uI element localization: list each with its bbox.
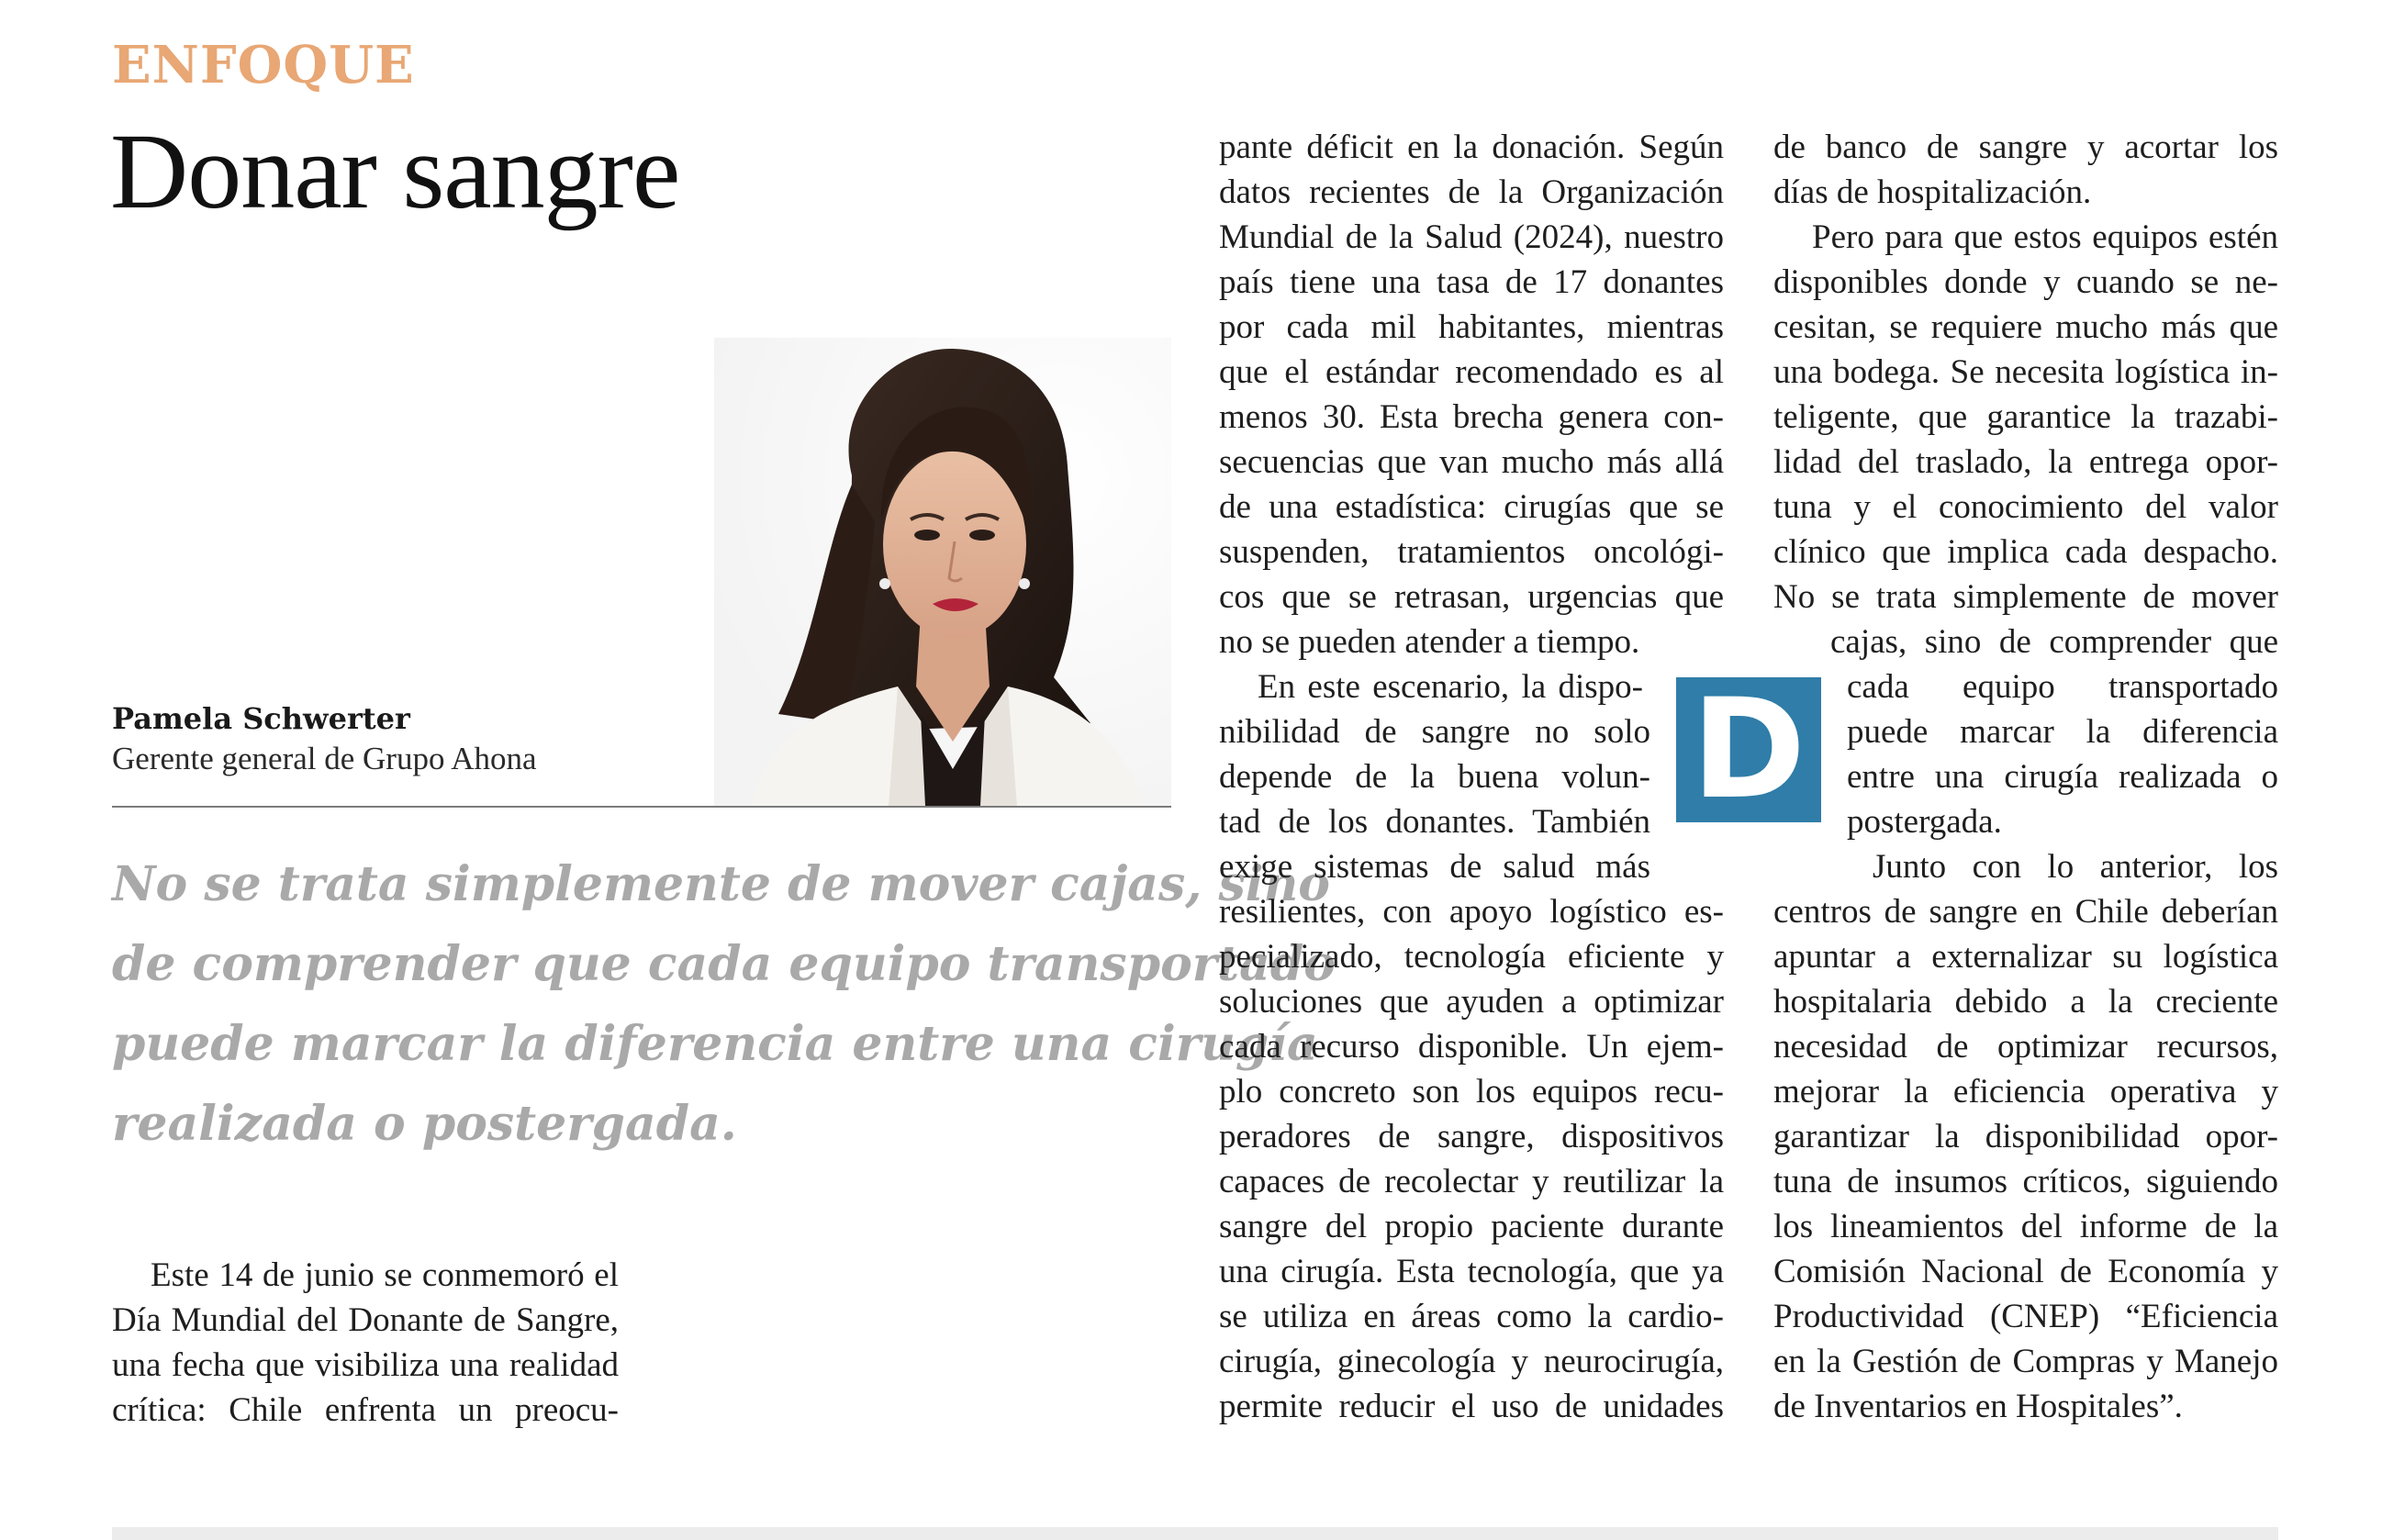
text-line: una fecha que visibiliza una realidad [112,1346,619,1384]
text-line: exige sistemas de salud más [1219,848,1650,886]
text-line: suspenden, tratamientos oncológi- [1219,533,1724,571]
pull-quote-line: realizada o postergada. [112,1096,737,1152]
text-line: peradores de sangre, dispositivos [1219,1118,1724,1155]
drop-cap: D [1676,677,1821,822]
text-line: hospitalaria debido a la creciente [1773,983,2278,1021]
text-line: crítica: Chile enfrenta un preocu- [112,1391,619,1429]
pull-quote-line: No se trata simplemente de mover cajas, sino [112,856,1330,912]
text-line: de una estadística: cirugías que se [1219,488,1724,526]
text-line: postergada. [1847,803,2002,841]
text-line: garantizar la disponibilidad opor- [1773,1118,2278,1155]
text-line: tad de los donantes. También [1219,803,1650,841]
text-line: cesitan, se requiere mucho más que [1773,308,2278,346]
text-line: por cada mil habitantes, mientras [1219,308,1724,346]
article-title: Donar sangre [110,111,680,231]
text-line: pante déficit en la donación. Según [1219,128,1724,166]
text-line: Mundial de la Salud (2024), nuestro [1219,218,1724,256]
text-line: secuencias que van mucho más allá [1219,443,1724,481]
text-line: En este escenario, la dispo- [1258,668,1643,706]
text-line: Junto con lo anterior, los [1873,848,2278,886]
text-line: puede marcar la diferencia [1847,713,2278,751]
pull-quote-line: puede marcar la diferencia entre una cirugía [112,1016,1318,1072]
text-line: apuntar a externalizar su logística [1773,938,2278,976]
text-line: No se trata simplemente de mover [1773,578,2278,616]
text-line: menos 30. Esta brecha genera con- [1219,398,1724,436]
body-column-1 [112,1253,619,1433]
text-line: mejorar la eficiencia operativa y [1773,1073,2278,1110]
text-line: los lineamientos del informe de la [1773,1208,2278,1245]
author-name: Pamela Schwerter [112,701,410,736]
text-line: una cirugía. Esta tecnología, que ya [1219,1253,1724,1290]
text-line: país tiene una tasa de 17 donantes [1219,263,1724,301]
text-line: clínico que implica cada despacho. [1773,533,2278,571]
text-line: necesidad de optimizar recursos, [1773,1028,2278,1066]
text-line: cada equipo transportado [1847,668,2278,706]
pull-quote-line: de comprender que cada equipo transportado [112,936,1336,992]
text-line: disponibles donde y cuando se ne- [1773,263,2278,301]
divider-rule [112,806,1171,808]
author-role: Gerente general de Grupo Ahona [112,741,537,777]
author-portrait [714,338,1171,806]
text-line: Pero para que estos equipos estén [1812,218,2278,256]
text-line: pecializado, tecnología eficiente y [1219,938,1724,976]
text-line: Comisión Nacional de Economía y [1773,1253,2278,1290]
text-line: cirugía, ginecología y neurocirugía, [1219,1343,1724,1380]
body-column-2 [1219,125,1724,1429]
text-line: de banco de sangre y acortar los [1773,128,2278,166]
text-line: teligente, que garantice la trazabi- [1773,398,2278,436]
text-line: cos que se retrasan, urgencias que [1219,578,1724,616]
text-line: resilientes, con apoyo logístico es- [1219,893,1724,931]
text-line: plo concreto son los equipos recu- [1219,1073,1724,1110]
text-line: capaces de recolectar y reutilizar la [1219,1163,1724,1200]
text-line: Día Mundial del Donante de Sangre, [112,1301,619,1339]
text-line: que el estándar recomendado es al [1219,353,1724,391]
text-line: se utiliza en áreas como la cardio- [1219,1298,1724,1335]
text-line: no se pueden atender a tiempo. [1219,623,1640,661]
text-line: cajas, sino de comprender que [1830,623,2278,661]
pull-quote [112,844,1336,1164]
text-line: depende de la buena volun- [1219,758,1650,796]
body-column-3 [1773,125,2278,1429]
text-line: tuna y el conocimiento del valor [1773,488,2278,526]
text-line: nibilidad de sangre no solo [1219,713,1650,751]
text-line: de Inventarios en Hospitales”. [1773,1388,2183,1425]
text-line: Este 14 de junio se conmemoró el [151,1256,619,1294]
text-line: días de hospitalización. [1773,173,2092,211]
text-line: una bodega. Se necesita logística in- [1773,353,2278,391]
text-line: cada recurso disponible. Un ejem- [1219,1028,1724,1066]
section-kicker: ENFOQUE [112,35,415,95]
footer-bar [112,1527,2278,1540]
text-line: centros de sangre en Chile deberían [1773,893,2278,931]
text-line: en la Gestión de Compras y Manejo [1773,1343,2278,1380]
text-line: Productividad (CNEP) “Eficiencia [1773,1298,2278,1335]
text-line: permite reducir el uso de unidades [1219,1388,1724,1425]
text-line: datos recientes de la Organización [1219,173,1724,211]
author-byline [112,701,537,778]
text-line: tuna de insumos críticos, siguiendo [1773,1163,2278,1200]
text-line: soluciones que ayuden a optimizar [1219,983,1724,1021]
text-line: lidad del traslado, la entrega opor- [1773,443,2278,481]
text-line: sangre del propio paciente durante [1219,1208,1724,1245]
text-line: entre una cirugía realizada o [1847,758,2278,796]
